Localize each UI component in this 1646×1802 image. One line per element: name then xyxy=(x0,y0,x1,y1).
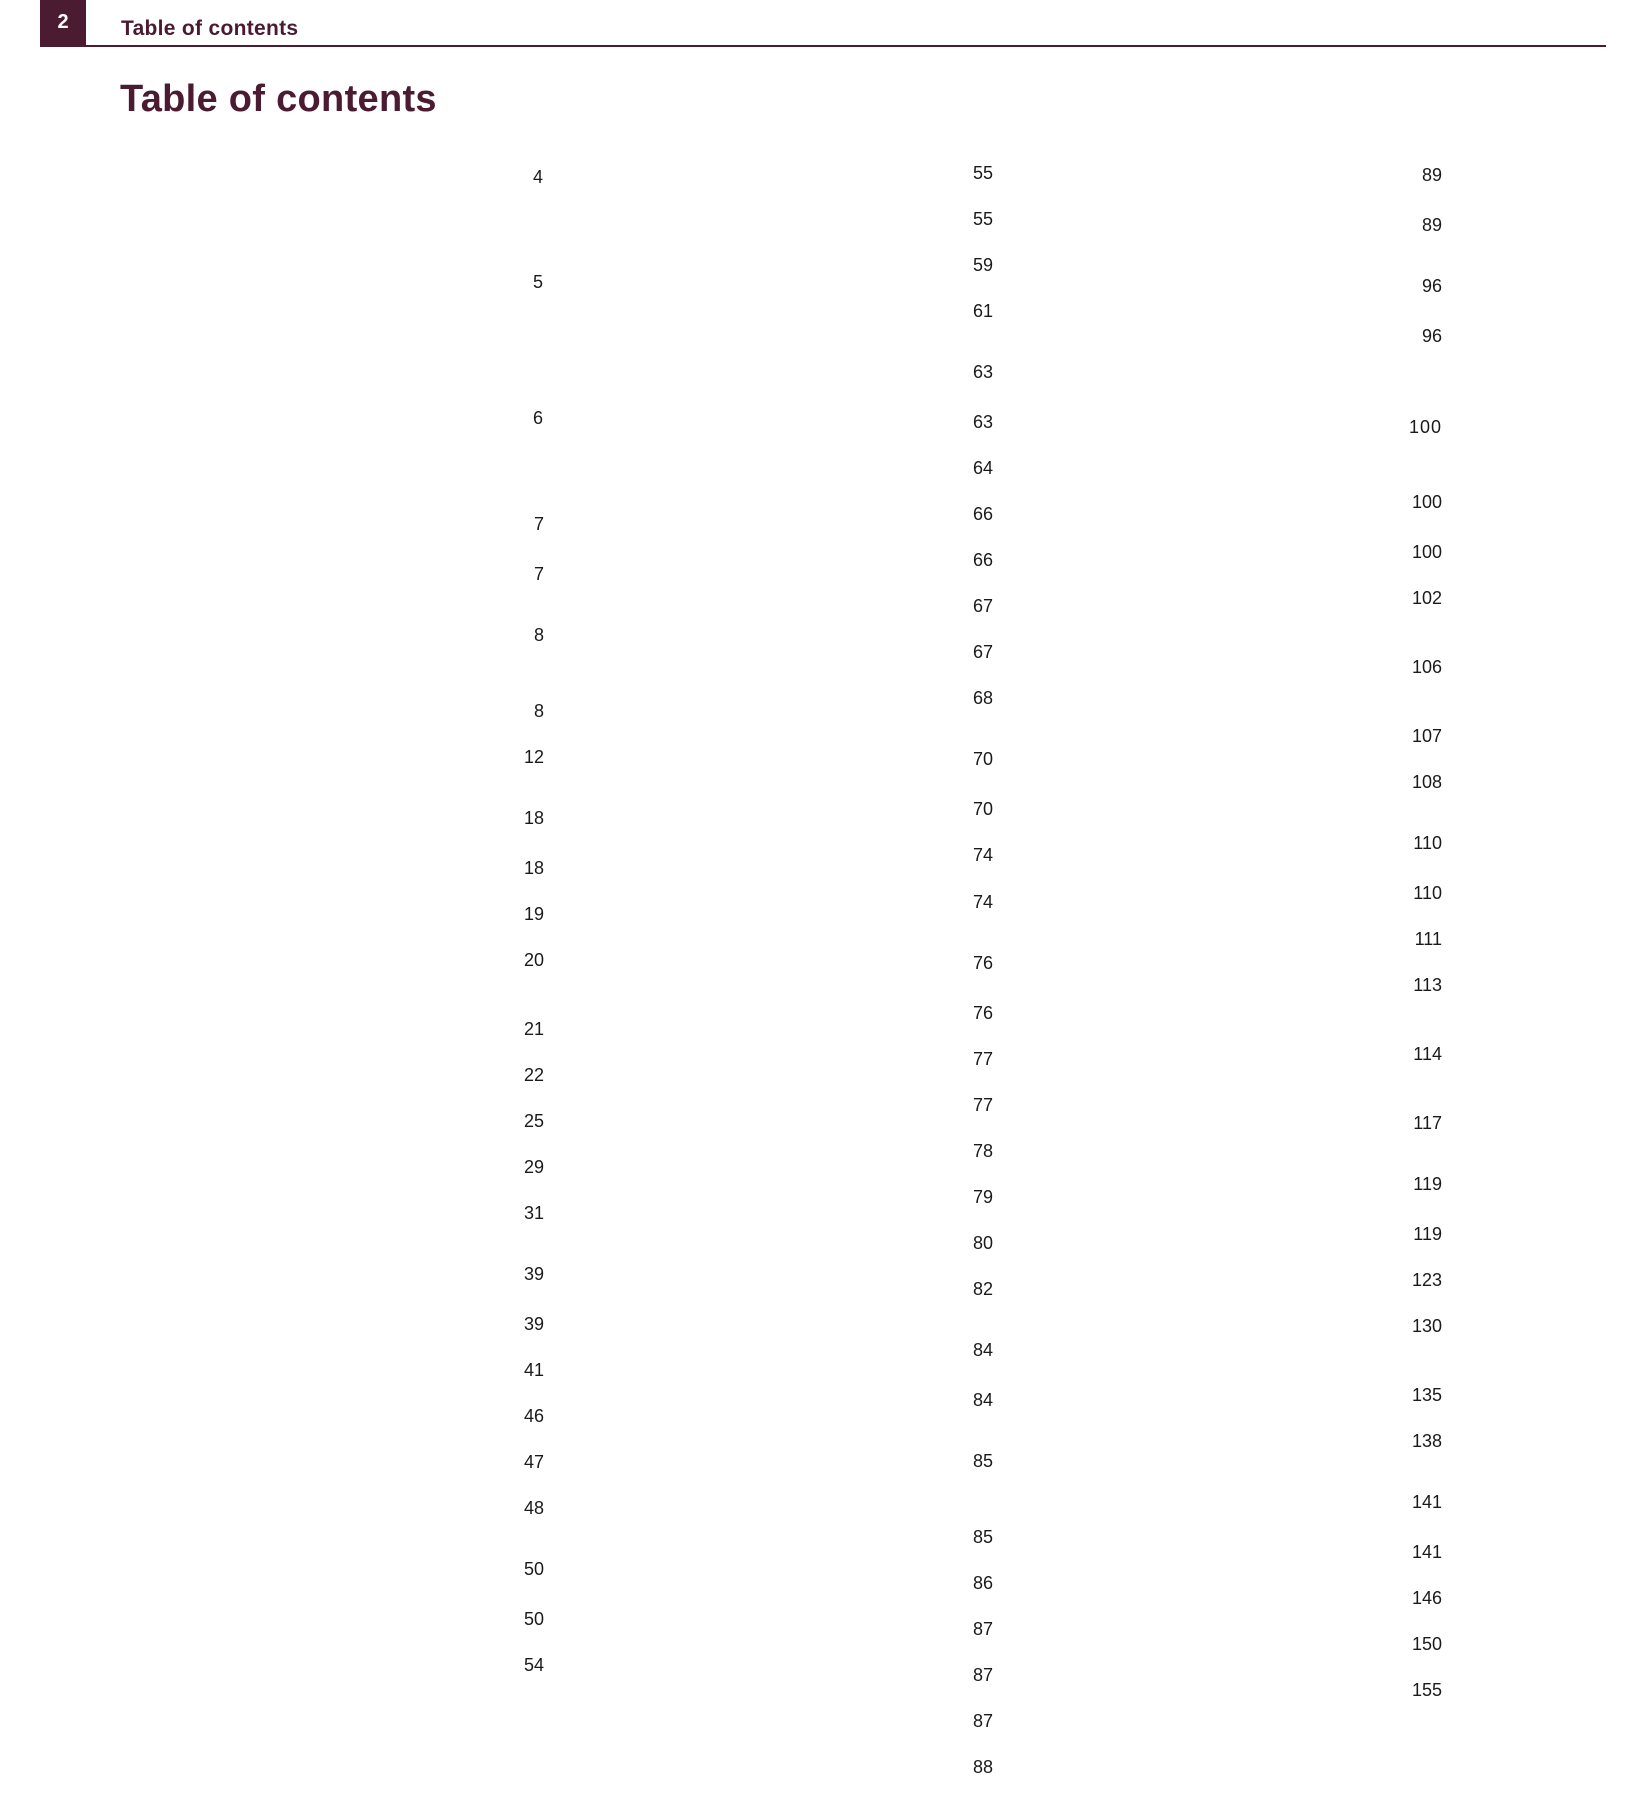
toc-entry-page: 55 xyxy=(569,162,993,208)
toc-entry-page: 141 xyxy=(1018,1541,1442,1587)
toc-entry xyxy=(1018,489,1442,541)
toc-entry-page: 110 xyxy=(1018,830,1442,881)
toc-entry xyxy=(569,1756,993,1802)
toc-entry-page: 19 xyxy=(120,903,544,949)
toc-entry-page: 89 xyxy=(1018,162,1442,213)
toc-entry xyxy=(1018,1171,1442,1223)
toc-entry-page: 22 xyxy=(120,1064,544,1110)
toc-entry xyxy=(569,1618,993,1664)
page-number-badge: 2 xyxy=(40,0,86,45)
toc-column-2 xyxy=(569,162,993,1802)
toc-entry-page: 55 xyxy=(569,208,993,254)
toc-entry-page: 31 xyxy=(120,1202,544,1248)
toc-entry-page: 106 xyxy=(1018,656,1442,725)
toc-column-3 xyxy=(1018,162,1442,1725)
toc-entry xyxy=(120,403,544,498)
toc-entry xyxy=(1018,541,1442,587)
toc-entry xyxy=(120,162,544,226)
toc-entry xyxy=(569,1526,993,1572)
toc-entry xyxy=(569,1710,993,1756)
toc-entry-page: 25 xyxy=(120,1110,544,1156)
toc-entry xyxy=(120,1261,544,1313)
toc-entry xyxy=(120,1064,544,1110)
toc-entry xyxy=(569,254,993,300)
toc-entry-page: 79 xyxy=(569,1186,993,1232)
toc-entry xyxy=(120,1156,544,1202)
toc-entry-page: 86 xyxy=(569,1572,993,1618)
toc-entry xyxy=(569,950,993,1002)
toc-entry-page: 47 xyxy=(120,1451,544,1497)
toc-entry xyxy=(1018,771,1442,817)
toc-entry xyxy=(120,1654,544,1700)
toc-entry xyxy=(1018,412,1442,476)
toc-entry-page: 8 xyxy=(120,622,544,699)
toc-entry-page: 88 xyxy=(569,1756,993,1802)
toc-entry xyxy=(1018,1223,1442,1269)
toc-entry xyxy=(569,687,993,733)
toc-entry xyxy=(1018,1587,1442,1633)
toc-entry xyxy=(569,1232,993,1278)
toc-entry-page: 66 xyxy=(569,503,993,549)
toc-entry-page: 119 xyxy=(1018,1171,1442,1222)
toc-entry-page: 84 xyxy=(569,1389,993,1435)
toc-entry-page: 84 xyxy=(569,1337,993,1388)
toc-entry xyxy=(569,1389,993,1435)
toc-entry xyxy=(569,1448,993,1526)
toc-entry xyxy=(569,891,993,937)
toc-entry-page: 113 xyxy=(1018,974,1442,1043)
toc-entry-page: 119 xyxy=(1018,1223,1442,1269)
toc-entry xyxy=(120,1359,544,1405)
toc-entry xyxy=(569,300,993,346)
toc-entry-page: 67 xyxy=(569,595,993,641)
toc-entry xyxy=(569,549,993,595)
toc-entry-page: 96 xyxy=(1018,273,1442,324)
toc-entry-page: 87 xyxy=(569,1618,993,1664)
toc-entry xyxy=(569,162,993,208)
toc-entry xyxy=(1018,882,1442,928)
toc-entry-page: 96 xyxy=(1018,325,1442,371)
toc-entry xyxy=(569,457,993,503)
toc-entry xyxy=(569,798,993,844)
toc-entry-page: 135 xyxy=(1018,1384,1442,1430)
toc-entry-page: 114 xyxy=(1018,1043,1442,1112)
toc-entry-page: 146 xyxy=(1018,1587,1442,1633)
toc-entry-page: 107 xyxy=(1018,725,1442,771)
toc-entry xyxy=(569,1002,993,1048)
toc-entry-page: 80 xyxy=(569,1232,993,1278)
toc-entry xyxy=(120,622,544,700)
toc-entry xyxy=(569,1572,993,1618)
toc-entry-page: 85 xyxy=(569,1448,993,1525)
toc-entry xyxy=(569,746,993,798)
toc-entry xyxy=(1018,1043,1442,1112)
toc-entry xyxy=(569,595,993,641)
toc-entry xyxy=(120,1018,544,1064)
toc-entry-page: 82 xyxy=(569,1278,993,1324)
toc-entry-page: 39 xyxy=(120,1313,544,1359)
toc-entry-page: 102 xyxy=(1018,587,1442,656)
toc-entry xyxy=(1018,325,1442,371)
toc-entry-page: 21 xyxy=(120,1018,544,1064)
toc-column-1 xyxy=(120,162,544,1700)
toc-entry xyxy=(1018,1112,1442,1158)
toc-entry-page: 67 xyxy=(569,641,993,687)
toc-entry xyxy=(569,1094,993,1140)
toc-entry xyxy=(1018,725,1442,771)
toc-entry-page: 77 xyxy=(569,1094,993,1140)
page-title: Table of contents xyxy=(120,78,437,120)
toc-entry-page: 87 xyxy=(569,1664,993,1710)
toc-entry-page: 12 xyxy=(120,746,544,792)
toc-entry xyxy=(120,1556,544,1608)
toc-entry-page: 18 xyxy=(120,805,544,856)
toc-entry-page: 70 xyxy=(569,746,993,797)
toc-entry xyxy=(569,411,993,457)
toc-entry xyxy=(1018,273,1442,325)
toc-entry-page: 141 xyxy=(1018,1489,1442,1540)
toc-entry-page: 74 xyxy=(569,891,993,937)
toc-entry xyxy=(120,1608,544,1654)
toc-entry-page: 4 xyxy=(120,162,544,223)
toc-entry xyxy=(1018,1679,1442,1725)
toc-entry-page: 70 xyxy=(569,798,993,844)
toc-entry xyxy=(1018,587,1442,656)
toc-entry-page: 7 xyxy=(120,563,544,609)
toc-entry xyxy=(569,1186,993,1232)
toc-entry-page: 59 xyxy=(569,254,993,300)
toc-entry xyxy=(1018,1541,1442,1587)
toc-entry-page: 117 xyxy=(1018,1112,1442,1158)
toc-entry-page: 29 xyxy=(120,1156,544,1202)
toc-entry xyxy=(569,1337,993,1389)
toc-entry xyxy=(569,1664,993,1710)
toc-entry xyxy=(569,1048,993,1094)
toc-entry-page: 41 xyxy=(120,1359,544,1405)
header-rule xyxy=(40,45,1606,47)
toc-entry xyxy=(120,903,544,949)
toc-entry xyxy=(569,1278,993,1324)
toc-entry-page: 18 xyxy=(120,857,544,903)
toc-entry xyxy=(120,1202,544,1248)
toc-entry-page: 68 xyxy=(569,687,993,733)
toc-entry-page: 63 xyxy=(569,411,993,457)
toc-entry-page: 46 xyxy=(120,1405,544,1451)
toc-entry xyxy=(120,511,544,563)
toc-entry xyxy=(569,641,993,687)
toc-entry xyxy=(120,1405,544,1451)
toc-entry xyxy=(569,844,993,891)
toc-entry-page: 76 xyxy=(569,1002,993,1048)
toc-entry-page: 111 xyxy=(1018,928,1442,974)
toc-entry-page: 74 xyxy=(569,844,993,891)
toc-entry-page: 8 xyxy=(120,700,544,746)
toc-entry xyxy=(1018,656,1442,725)
toc-entry-page: 100 xyxy=(1018,412,1442,473)
toc-entry-page: 76 xyxy=(569,950,993,1001)
toc-entry-page: 66 xyxy=(569,549,993,595)
toc-entry-page: 100 xyxy=(1018,489,1442,540)
toc-entry xyxy=(120,857,544,903)
toc-entry xyxy=(1018,1315,1442,1384)
toc-entry-page: 150 xyxy=(1018,1633,1442,1679)
toc-entry-page: 63 xyxy=(569,359,993,410)
toc-entry-page: 64 xyxy=(569,457,993,503)
toc-columns xyxy=(120,162,1442,1802)
toc-entry xyxy=(1018,974,1442,1043)
toc-entry xyxy=(1018,1384,1442,1430)
toc-entry xyxy=(1018,1489,1442,1541)
toc-entry xyxy=(120,563,544,609)
toc-entry-page: 78 xyxy=(569,1140,993,1186)
toc-entry-page: 50 xyxy=(120,1556,544,1607)
toc-entry xyxy=(1018,830,1442,882)
toc-entry xyxy=(1018,928,1442,974)
toc-entry-page: 48 xyxy=(120,1497,544,1543)
toc-entry xyxy=(1018,162,1442,214)
toc-entry xyxy=(1018,214,1442,260)
toc-entry-page: 130 xyxy=(1018,1315,1442,1384)
toc-entry-page: 54 xyxy=(120,1654,544,1700)
toc-entry xyxy=(1018,1269,1442,1315)
toc-entry-page: 123 xyxy=(1018,1269,1442,1315)
toc-entry xyxy=(120,949,544,1018)
toc-entry-page: 5 xyxy=(120,267,544,359)
toc-entry xyxy=(569,359,993,411)
toc-entry-page: 7 xyxy=(120,511,544,562)
toc-entry xyxy=(120,746,544,792)
toc-entry xyxy=(120,1497,544,1543)
running-header-title: Table of contents xyxy=(121,17,299,40)
toc-entry-page: 138 xyxy=(1018,1430,1442,1476)
toc-entry xyxy=(569,208,993,254)
toc-entry-page: 61 xyxy=(569,300,993,346)
toc-entry xyxy=(569,1140,993,1186)
toc-entry-page: 6 xyxy=(120,403,544,495)
toc-entry xyxy=(569,503,993,549)
toc-entry-page: 108 xyxy=(1018,771,1442,817)
toc-entry xyxy=(120,1313,544,1359)
toc-entry-page: 77 xyxy=(569,1048,993,1094)
toc-entry-page: 87 xyxy=(569,1710,993,1756)
toc-entry xyxy=(1018,1633,1442,1679)
toc-entry xyxy=(1018,1430,1442,1476)
toc-entry xyxy=(120,700,544,746)
toc-entry-page: 20 xyxy=(120,949,544,1018)
toc-entry-page: 85 xyxy=(569,1526,993,1572)
toc-entry xyxy=(120,267,544,362)
toc-entry xyxy=(120,1451,544,1497)
toc-entry-page: 39 xyxy=(120,1261,544,1312)
toc-entry-page: 155 xyxy=(1018,1679,1442,1725)
toc-entry xyxy=(120,805,544,857)
toc-entry xyxy=(120,1110,544,1156)
toc-entry-page: 50 xyxy=(120,1608,544,1654)
toc-entry-page: 89 xyxy=(1018,214,1442,260)
toc-entry-page: 100 xyxy=(1018,541,1442,587)
toc-entry-page: 110 xyxy=(1018,882,1442,928)
